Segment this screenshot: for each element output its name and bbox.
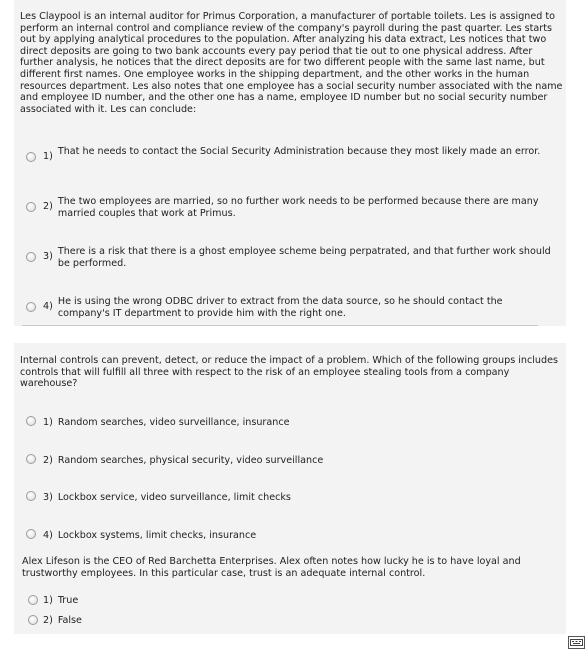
q2-option-3-number: 3) bbox=[43, 492, 53, 503]
q1-option-3[interactable] bbox=[26, 246, 553, 269]
question-2-text: Internal controls can prevent, detect, or reduce the impact of a problem. Which of the following groups includes controls that will fulfill all three with respect to the risk of an employee stealing tools from a company warehouse? bbox=[20, 355, 558, 390]
q2-option-4-number: 4) bbox=[43, 530, 53, 541]
question-1-divider bbox=[22, 325, 538, 326]
q2-option-1-text: Random searches, video surveillance, insurance bbox=[57, 417, 290, 428]
q2-option-3-radio[interactable] bbox=[26, 491, 36, 501]
q1-option-2[interactable] bbox=[26, 196, 553, 219]
q3-option-2-text: False bbox=[57, 615, 82, 626]
q2-option-3[interactable] bbox=[26, 491, 291, 504]
q3-option-1-text: True bbox=[57, 595, 79, 606]
keyboard-icon-glyph bbox=[569, 637, 584, 648]
q1-option-4-number: 4) bbox=[43, 301, 53, 312]
q3-option-2-radio[interactable] bbox=[28, 615, 38, 625]
question-1-text: Les Claypool is an internal auditor for Primus Corporation, a manufacturer of portable toilets. Les is assigned to perform an internal control and compliance review of the company's payroll during the past quarter. Les starts out by applying analytical procedures to the population. After analyzing his data extract, Les notices that two direct deposits are going to two bank accounts every pay period that tie out to one physical address. After further analysis, he notices that the direct deposits are for two different people with the same last name, but different first names. One employee works in the shipping department, and the other works in the human resources department. Les also notes that one employee has a social security number associated with the name and employee ID number, and the other one has a name, employee ID number but no social security number associated with it. Les can conclude: bbox=[20, 11, 563, 115]
q2-option-3-text: Lockbox service, video surveillance, limit checks bbox=[57, 492, 291, 503]
question-3-text: Alex Lifeson is the CEO of Red Barchetta Enterprises. Alex often notes how lucky he is to have loyal and trustworthy employees. In this particular case, trust is an adequate internal control. bbox=[22, 556, 521, 579]
q1-option-3-text: There is a risk that there is a ghost employee scheme being perpatrated, and that further work should be performed. bbox=[57, 246, 551, 269]
q2-option-2-text: Random searches, physical security, video surveillance bbox=[57, 455, 324, 466]
q3-option-2[interactable] bbox=[28, 615, 82, 627]
q2-option-2[interactable] bbox=[26, 454, 323, 467]
q2-option-4-radio[interactable] bbox=[26, 529, 36, 539]
q1-option-2-text: The two employees are married, so no further work needs to be performed because there are many married couples that work at Primus. bbox=[57, 196, 539, 219]
q3-option-2-number: 2) bbox=[43, 615, 53, 626]
q1-option-1[interactable] bbox=[26, 146, 553, 163]
q1-option-1-number: 1) bbox=[43, 151, 53, 162]
q2-option-1-radio[interactable] bbox=[26, 416, 36, 426]
q1-option-3-number: 3) bbox=[43, 251, 53, 262]
q3-option-1-number: 1) bbox=[43, 595, 53, 606]
q1-option-4-radio[interactable] bbox=[26, 302, 36, 312]
q2-option-2-number: 2) bbox=[43, 455, 53, 466]
q1-option-4[interactable] bbox=[26, 296, 553, 319]
keyboard-icon[interactable] bbox=[568, 636, 585, 649]
q1-option-1-radio[interactable] bbox=[26, 152, 36, 162]
q2-option-1[interactable] bbox=[26, 416, 290, 429]
q1-option-1-text: That he needs to contact the Social Security Administration because they most likely made an error. bbox=[57, 146, 541, 157]
q1-option-4-text: He is using the wrong ODBC driver to extract from the data source, so he should contact the company's IT department to provide him with the right one. bbox=[57, 296, 503, 319]
q2-option-4[interactable] bbox=[26, 529, 256, 542]
q2-option-4-text: Lockbox systems, limit checks, insurance bbox=[57, 530, 257, 541]
q3-option-1[interactable] bbox=[28, 595, 78, 607]
q1-option-3-radio[interactable] bbox=[26, 252, 36, 262]
q3-option-1-radio[interactable] bbox=[28, 595, 38, 605]
q2-option-2-radio[interactable] bbox=[26, 454, 36, 464]
q1-option-2-radio[interactable] bbox=[26, 202, 36, 212]
q1-option-2-number: 2) bbox=[43, 201, 53, 212]
q2-option-1-number: 1) bbox=[43, 417, 53, 428]
